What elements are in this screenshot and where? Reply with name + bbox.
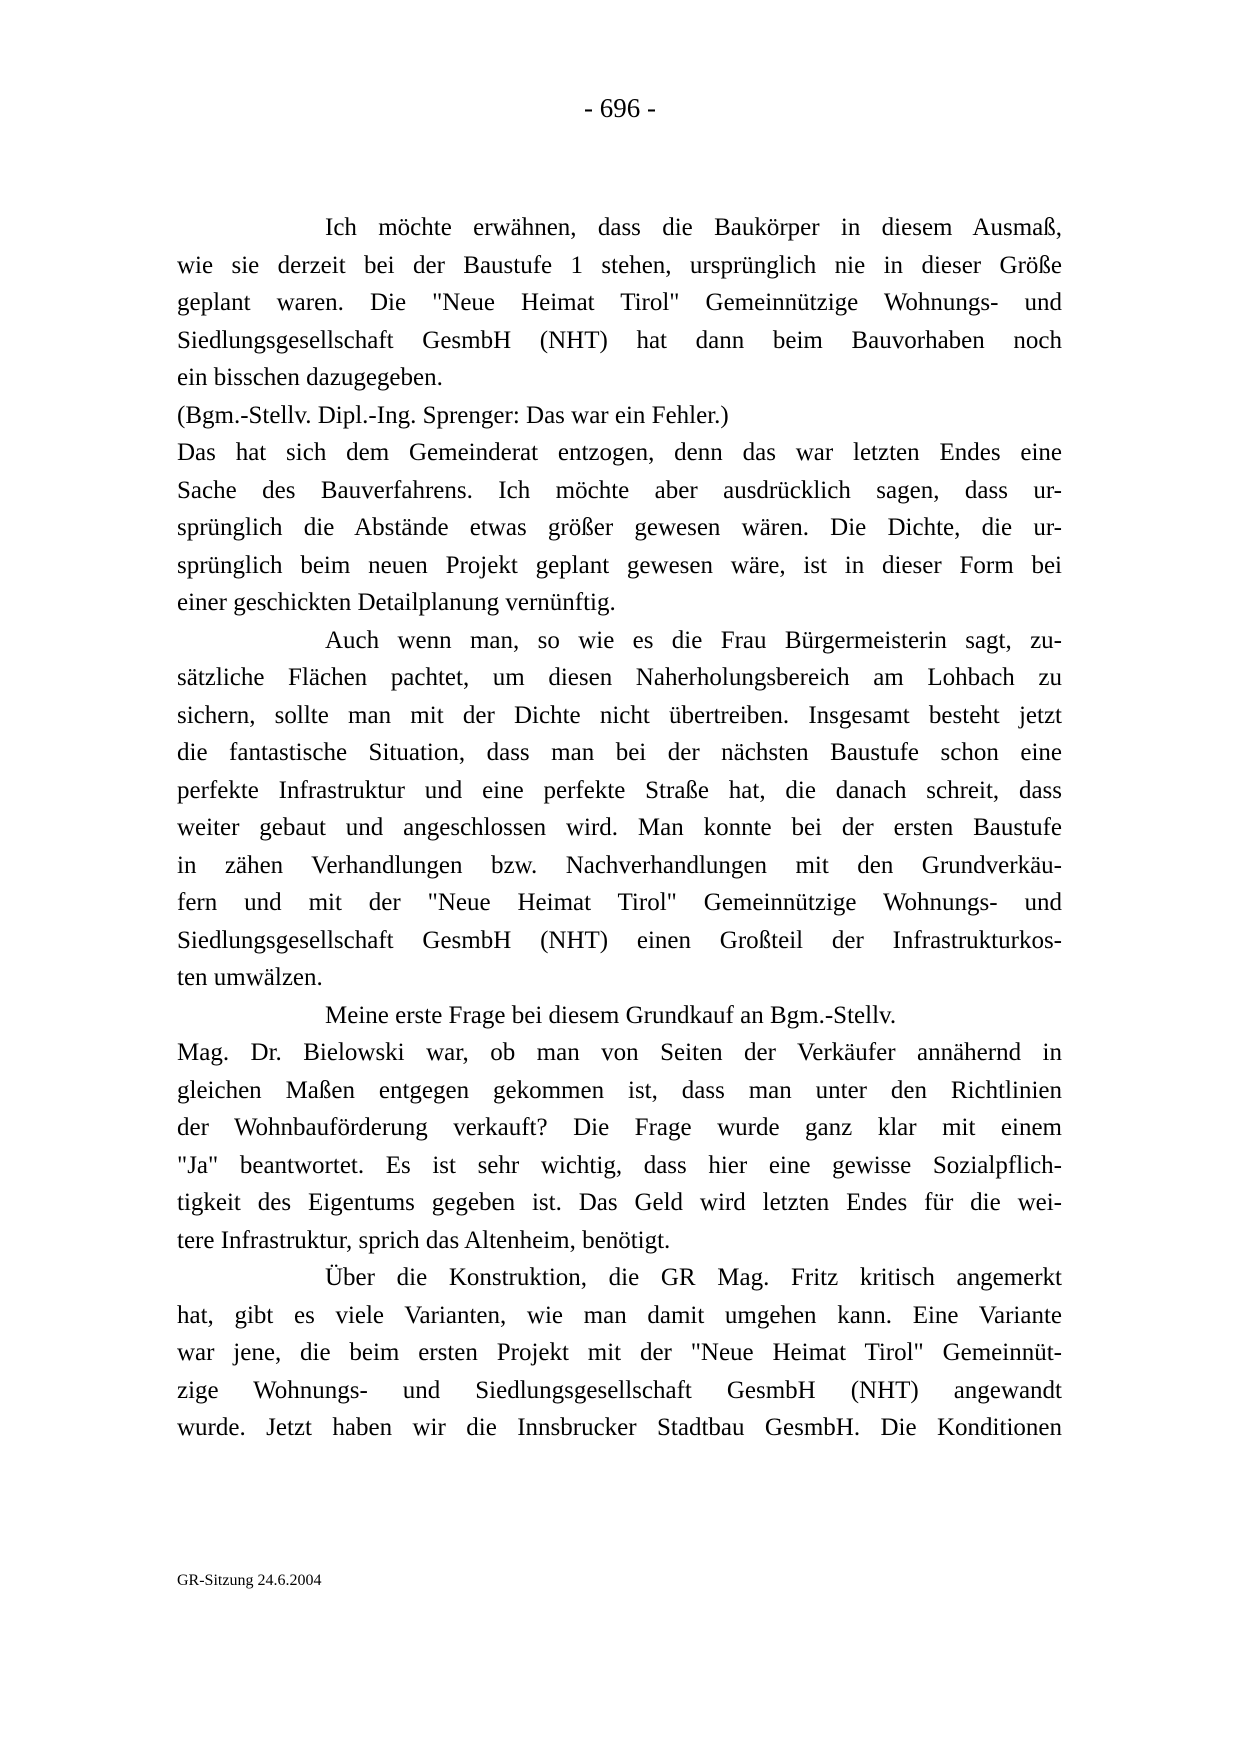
text-line: zige Wohnungs- und Siedlungsgesellschaft GesmbH (NHT) angewandt	[177, 1376, 1062, 1404]
text-line: (Bgm.-Stellv. Dipl.-Ing. Sprenger: Das war ein Fehler.)	[177, 401, 729, 429]
text-line: einer geschickten Detailplanung vernünftig.	[177, 589, 616, 616]
text-line: Auch wenn man, so wie es die Frau Bürgermeisterin sagt, zu-	[325, 626, 1062, 654]
text-line: sätzliche Flächen pachtet, um diesen Naherholungsbereich am Lohbach zu	[177, 664, 1062, 691]
text-line: in zähen Verhandlungen bzw. Nachverhandlungen mit den Grundverkäu-	[177, 851, 1062, 879]
text-line: "Ja" beantwortet. Es ist sehr wichtig, dass hier eine gewisse Sozialpflich-	[177, 1151, 1062, 1179]
text-line: war jene, die beim ersten Projekt mit der "Neue Heimat Tirol" Gemeinnüt-	[177, 1339, 1062, 1366]
text-line: wurde. Jetzt haben wir die Innsbrucker Stadtbau GesmbH. Die Konditionen	[177, 1414, 1062, 1441]
text-line: Über die Konstruktion, die GR Mag. Fritz kritisch angemerkt	[325, 1264, 1062, 1291]
text-line: tere Infrastruktur, sprich das Altenheim, benötigt.	[177, 1226, 671, 1254]
text-line: geplant waren. Die "Neue Heimat Tirol" Gemeinnützige Wohnungs- und	[177, 289, 1062, 316]
text-line: Das hat sich dem Gemeinderat entzogen, denn das war letzten Endes eine	[177, 439, 1062, 466]
text-line: perfekte Infrastruktur und eine perfekte Straße hat, die danach schreit, dass	[177, 776, 1062, 804]
page-number: - 696 -	[584, 93, 656, 123]
text-line: wie sie derzeit bei der Baustufe 1 stehen, ursprünglich nie in dieser Größe	[177, 251, 1062, 279]
text-line: hat, gibt es viele Varianten, wie man damit umgehen kann. Eine Variante	[177, 1301, 1062, 1329]
body-text	[177, 209, 1062, 1447]
text-line: Siedlungsgesellschaft GesmbH (NHT) einen Großteil der Infrastrukturkos-	[177, 926, 1062, 954]
text-line: gleichen Maßen entgegen gekommen ist, dass man unter den Richtlinien	[177, 1076, 1062, 1104]
footer-session-date: GR-Sitzung 24.6.2004	[177, 1572, 322, 1589]
text-line: Meine erste Frage bei diesem Grundkauf an Bgm.-Stellv.	[325, 1001, 897, 1029]
text-line: sprünglich die Abstände etwas größer gewesen wären. Die Dichte, die ur-	[177, 514, 1062, 541]
text-line: sprünglich beim neuen Projekt geplant gewesen wäre, ist in dieser Form bei	[177, 551, 1062, 579]
text-line: Sache des Bauverfahrens. Ich möchte aber ausdrücklich sagen, dass ur-	[177, 476, 1062, 504]
text-line: fern und mit der "Neue Heimat Tirol" Gemeinnützige Wohnungs- und	[177, 889, 1062, 916]
text-line: tigkeit des Eigentums gegeben ist. Das Geld wird letzten Endes für die wei-	[177, 1189, 1062, 1216]
text-line: Ich möchte erwähnen, dass die Baukörper in diesem Ausmaß,	[325, 214, 1062, 241]
text-line: Mag. Dr. Bielowski war, ob man von Seiten der Verkäufer annähernd in	[177, 1039, 1062, 1066]
text-line: ten umwälzen.	[177, 964, 323, 991]
text-line: sichern, sollte man mit der Dichte nicht übertreiben. Insgesamt besteht jetzt	[177, 701, 1062, 729]
text-line: die fantastische Situation, dass man bei der nächsten Baustufe schon eine	[177, 739, 1062, 766]
text-line: weiter gebaut und angeschlossen wird. Man konnte bei der ersten Baustufe	[177, 814, 1062, 841]
text-line: der Wohnbauförderung verkauft? Die Frage wurde ganz klar mit einem	[177, 1114, 1062, 1141]
text-line: Siedlungsgesellschaft GesmbH (NHT) hat dann beim Bauvorhaben noch	[177, 326, 1062, 354]
text-line: ein bisschen dazugegeben.	[177, 364, 443, 391]
